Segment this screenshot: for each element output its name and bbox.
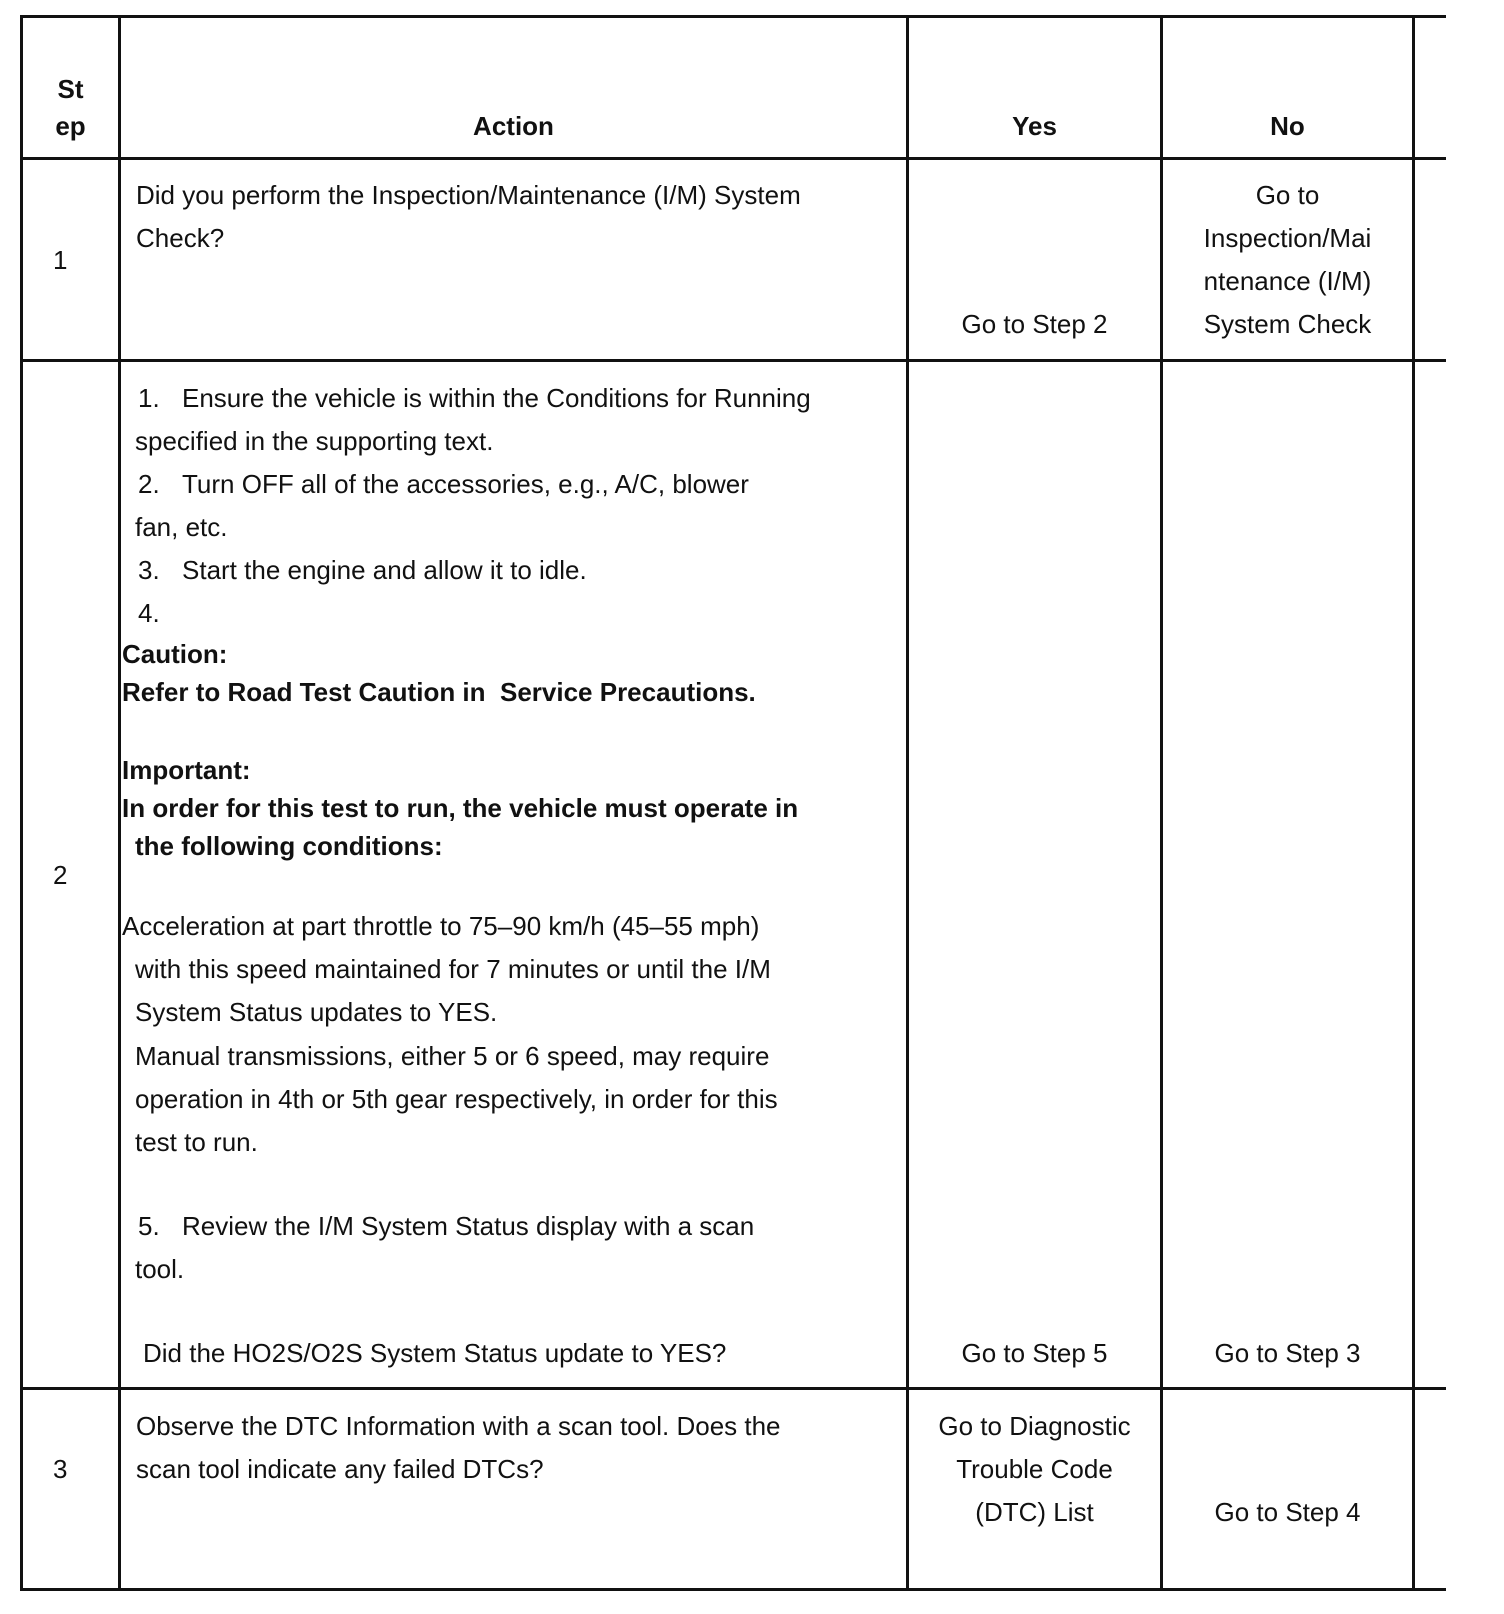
step-number: 3 — [53, 1454, 68, 1484]
table-border-left — [20, 15, 23, 1591]
no-result-line: System Check — [1203, 309, 1372, 339]
substep-number: 5. — [138, 1211, 160, 1241]
yes-result: Go to Step 5 — [961, 1338, 1108, 1368]
header-yes: Yes — [1012, 111, 1057, 141]
condition-line: Manual transmissions, either 5 or 6 speed, may require — [135, 1041, 770, 1071]
substep-text: Turn OFF all of the accessories, e.g., A/C, blower — [182, 469, 749, 499]
header-action: Action — [473, 111, 554, 141]
substep-text: tool. — [135, 1254, 185, 1284]
no-result-line: Go to — [1255, 180, 1320, 210]
question-text: Did the HO2S/O2S System Status update to YES? — [143, 1338, 727, 1368]
substep-text: Ensure the vehicle is within the Conditions for Running — [182, 383, 811, 413]
substep-text: Start the engine and allow it to idle. — [182, 555, 587, 585]
diagnostic-table — [20, 15, 1446, 1591]
important-text: In order for this test to run, the vehicle must operate in — [122, 793, 799, 823]
col-divider-step — [118, 15, 121, 1591]
no-result: Go to Step 3 — [1214, 1338, 1361, 1368]
table-border-bottom — [20, 1588, 1446, 1591]
condition-line: test to run. — [135, 1127, 258, 1157]
header-divider — [20, 157, 1446, 160]
action-line: Did you perform the Inspection/Maintenance (I/M) System — [136, 180, 801, 210]
table-border-top — [20, 15, 1446, 18]
condition-line: Acceleration at part throttle to 75–90 km/h (45–55 mph) — [122, 911, 760, 941]
row-divider-1 — [20, 359, 1446, 362]
condition-line: with this speed maintained for 7 minutes or until the I/M — [135, 954, 771, 984]
header-step-1: St — [57, 74, 84, 104]
table-border-right — [1412, 15, 1415, 1591]
action-line: Observe the DTC Information with a scan tool. Does the — [136, 1411, 781, 1441]
action-line: Check? — [136, 223, 225, 253]
header-step-2: ep — [55, 111, 86, 141]
header-no: No — [1270, 111, 1305, 141]
step-number: 1 — [53, 245, 68, 275]
yes-result-line: Trouble Code — [956, 1454, 1113, 1484]
step-number: 2 — [53, 860, 68, 890]
no-result: Go to Step 4 — [1214, 1497, 1361, 1527]
substep-number: 2. — [138, 469, 160, 499]
condition-line: System Status updates to YES. — [135, 997, 498, 1027]
action-line: scan tool indicate any failed DTCs? — [136, 1454, 544, 1484]
no-result-line: Inspection/Mai — [1203, 223, 1372, 253]
yes-result-line: Go to Diagnostic — [938, 1411, 1131, 1441]
substep-number: 1. — [138, 383, 160, 413]
substep-text: fan, etc. — [135, 512, 228, 542]
no-result-line: ntenance (I/M) — [1203, 266, 1372, 296]
yes-result: Go to Step 2 — [961, 309, 1108, 339]
important-text: the following conditions: — [135, 831, 443, 861]
condition-line: operation in 4th or 5th gear respectively, in order for this — [135, 1084, 778, 1114]
yes-result-line: (DTC) List — [975, 1497, 1094, 1527]
substep-number: 3. — [138, 555, 160, 585]
important-label: Important: — [122, 755, 251, 785]
substep-text: Review the I/M System Status display with a scan — [182, 1211, 755, 1241]
substep-text: specified in the supporting text. — [135, 426, 494, 456]
row-divider-2 — [20, 1387, 1446, 1390]
caution-text: Refer to Road Test Caution in Service Precautions. — [122, 677, 756, 707]
substep-number: 4. — [138, 598, 160, 628]
caution-label: Caution: — [122, 639, 228, 669]
